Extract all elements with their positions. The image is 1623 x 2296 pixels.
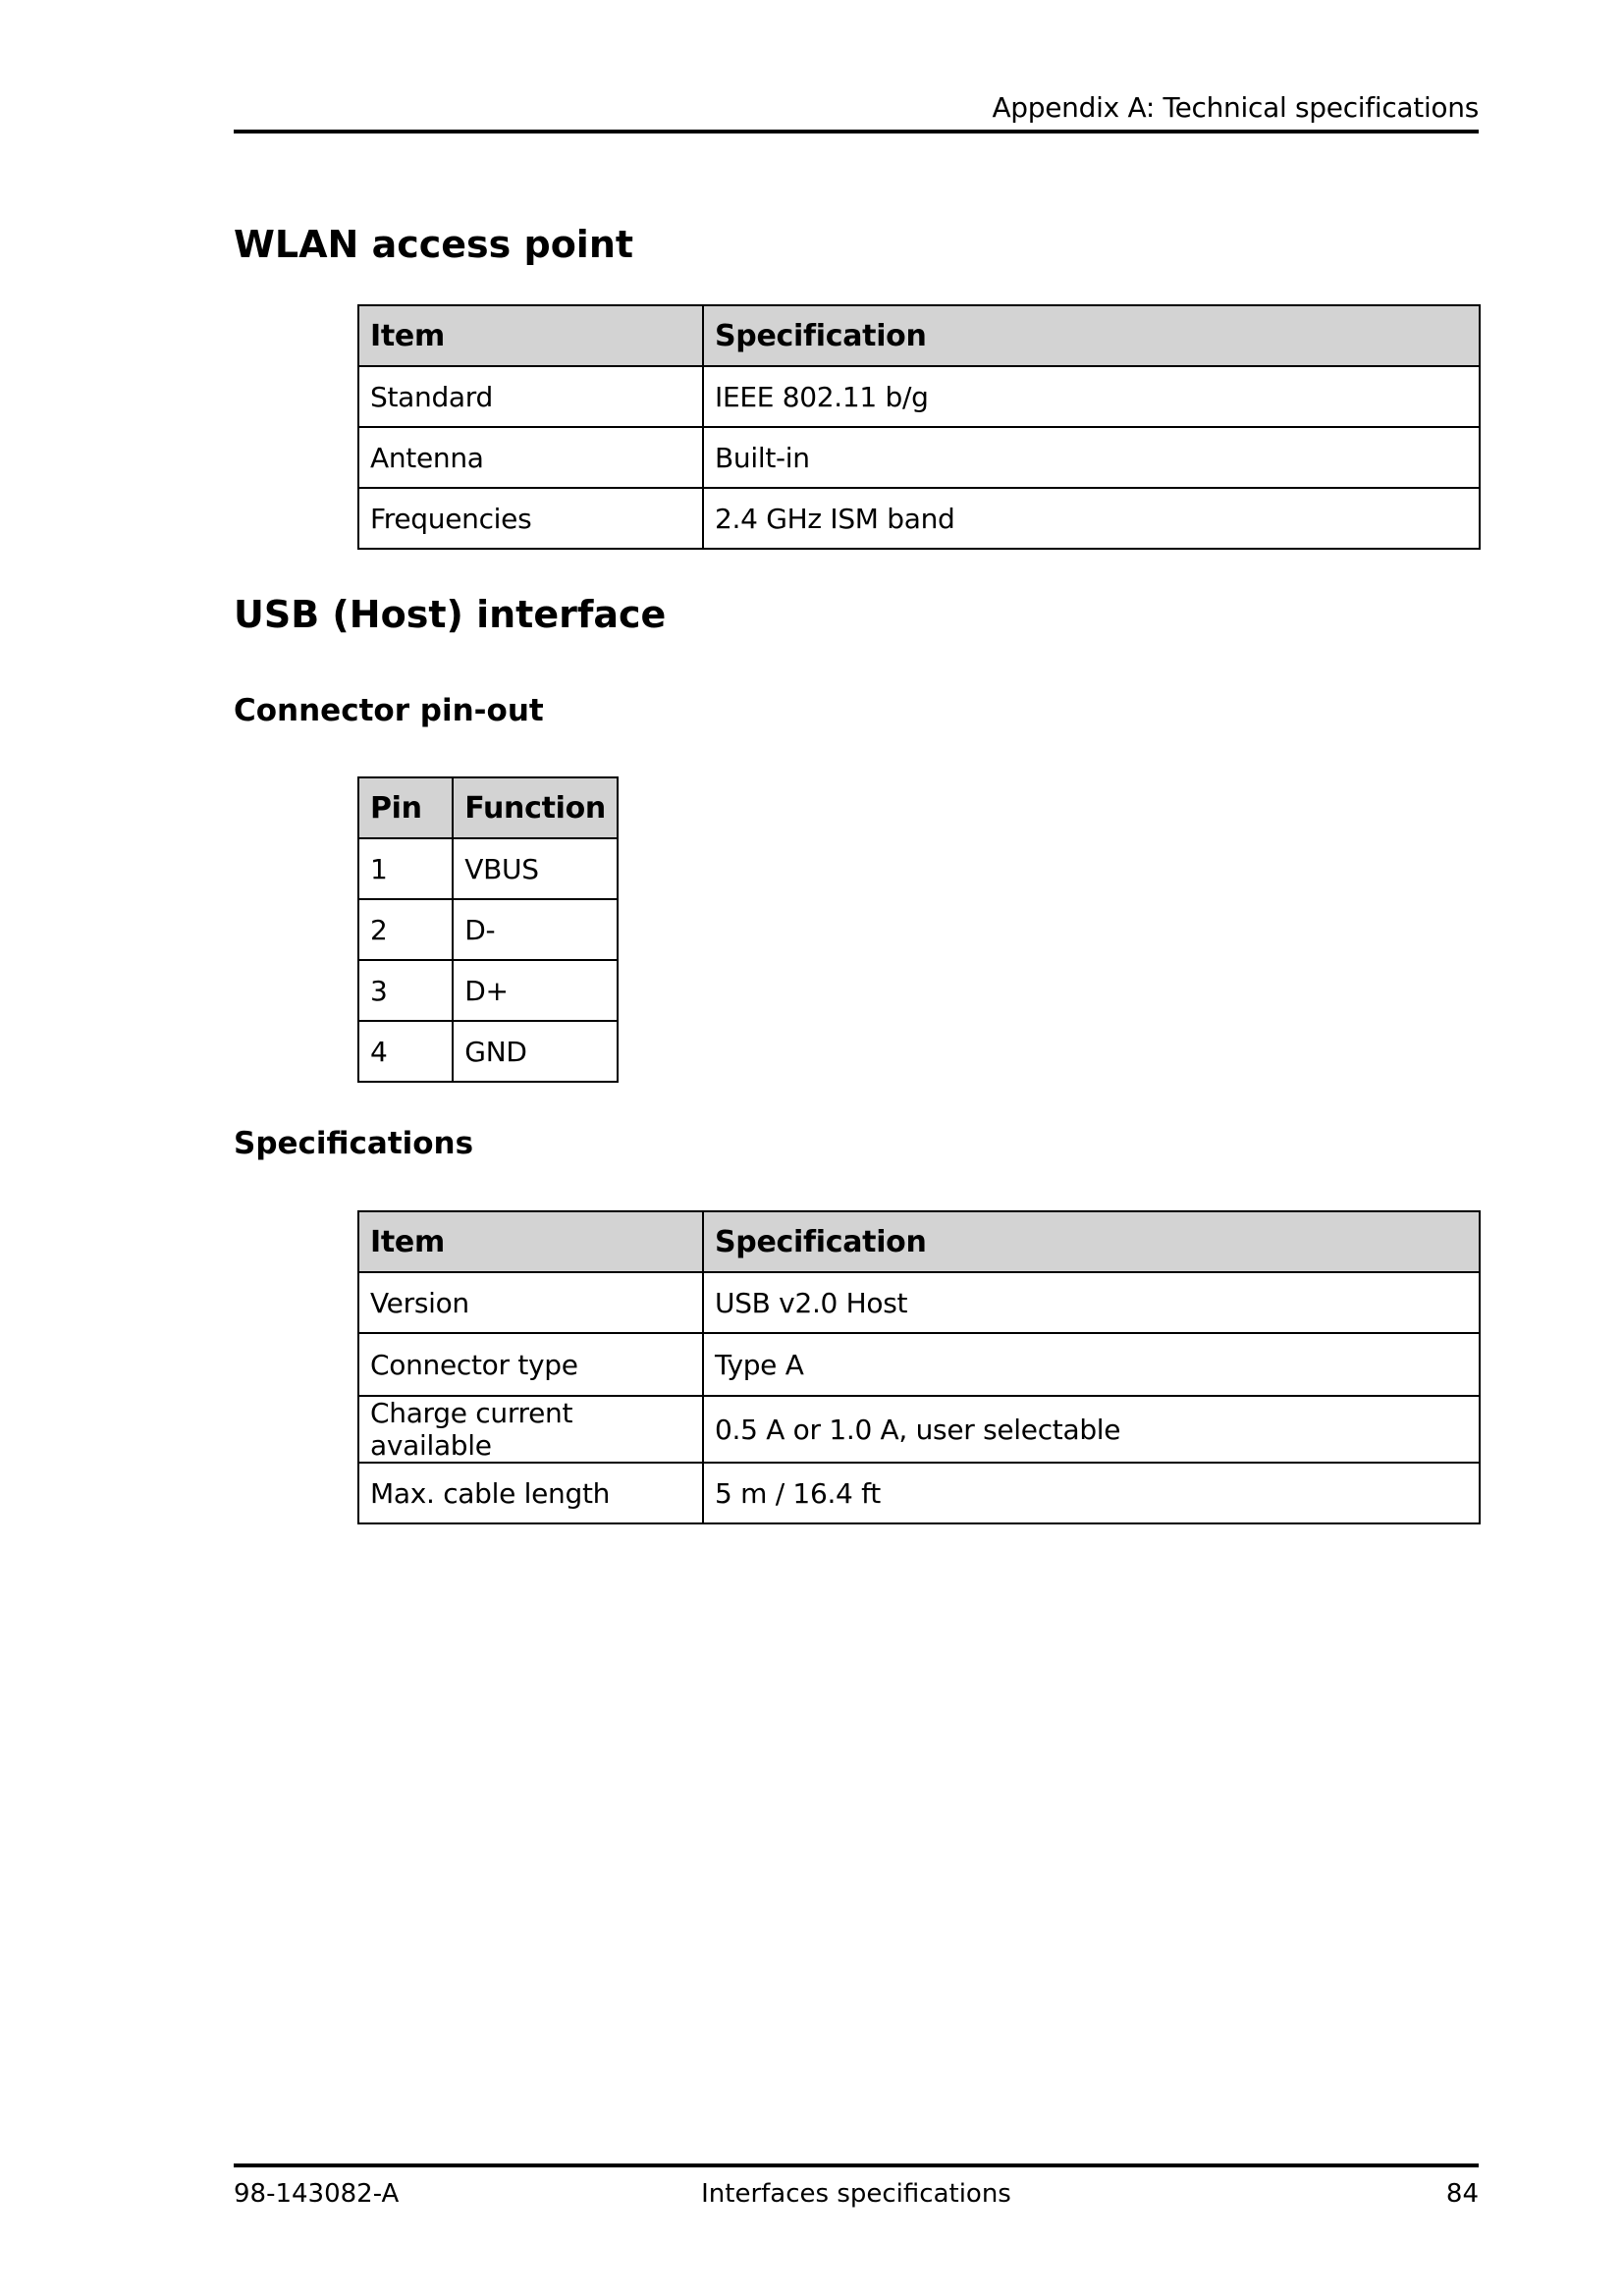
table-row xyxy=(358,960,618,1021)
specifications-subsection-title: Specifications xyxy=(234,1126,474,1161)
table-cell-item: Charge current available xyxy=(358,1396,703,1463)
footer-page-number: 84 xyxy=(1445,2179,1479,2209)
table-header-row xyxy=(358,305,1480,366)
footer-doc-number: 98-143082-A xyxy=(234,2179,400,2209)
table-cell-item: Frequencies xyxy=(358,488,703,549)
table-cell-pin: 1 xyxy=(358,838,453,899)
table-cell-specification: Built-in xyxy=(703,427,1480,488)
table-row xyxy=(358,1463,1480,1523)
usb-section-title: USB (Host) interface xyxy=(234,593,667,636)
wlan-spec-table xyxy=(357,304,1481,550)
table-cell-function: VBUS xyxy=(453,838,618,899)
table-cell-specification: 0.5 A or 1.0 A, user selectable xyxy=(703,1396,1480,1463)
usb-spec-table xyxy=(357,1210,1481,1524)
table-cell-function: D- xyxy=(453,899,618,960)
table-cell-specification: 5 m / 16.4 ft xyxy=(703,1463,1480,1523)
table-cell-function: GND xyxy=(453,1021,618,1082)
page-footer xyxy=(234,2163,1479,2216)
table-header-row xyxy=(358,1211,1480,1272)
column-header-specification: Specification xyxy=(703,1211,1480,1272)
table-cell-item: Antenna xyxy=(358,427,703,488)
pinout-table xyxy=(357,776,619,1083)
table-cell-item: Version xyxy=(358,1272,703,1333)
column-header-item: Item xyxy=(358,1211,703,1272)
wlan-section-title: WLAN access point xyxy=(234,223,634,266)
table-row xyxy=(358,899,618,960)
table-row xyxy=(358,1272,1480,1333)
table-cell-pin: 3 xyxy=(358,960,453,1021)
pinout-subsection-title: Connector pin-out xyxy=(234,693,544,728)
table-row xyxy=(358,1021,618,1082)
table-row xyxy=(358,488,1480,549)
footer-section-name: Interfaces specifications xyxy=(701,2179,1011,2209)
table-row xyxy=(358,366,1480,427)
table-cell-specification: 2.4 GHz ISM band xyxy=(703,488,1480,549)
column-header-function: Function xyxy=(453,777,618,838)
table-cell-item: Connector type xyxy=(358,1333,703,1396)
table-cell-pin: 2 xyxy=(358,899,453,960)
table-cell-specification: USB v2.0 Host xyxy=(703,1272,1480,1333)
table-row xyxy=(358,1333,1480,1396)
column-header-pin: Pin xyxy=(358,777,453,838)
column-header-specification: Specification xyxy=(703,305,1480,366)
table-cell-specification: IEEE 802.11 b/g xyxy=(703,366,1480,427)
table-header-row xyxy=(358,777,618,838)
column-header-item: Item xyxy=(358,305,703,366)
table-cell-function: D+ xyxy=(453,960,618,1021)
table-row xyxy=(358,1396,1480,1463)
table-cell-item: Max. cable length xyxy=(358,1463,703,1523)
page-header xyxy=(234,90,1479,133)
page-header-title: Appendix A: Technical specifications xyxy=(992,91,1479,124)
table-row xyxy=(358,427,1480,488)
table-row xyxy=(358,838,618,899)
table-cell-pin: 4 xyxy=(358,1021,453,1082)
table-cell-specification: Type A xyxy=(703,1333,1480,1396)
table-cell-item: Standard xyxy=(358,366,703,427)
